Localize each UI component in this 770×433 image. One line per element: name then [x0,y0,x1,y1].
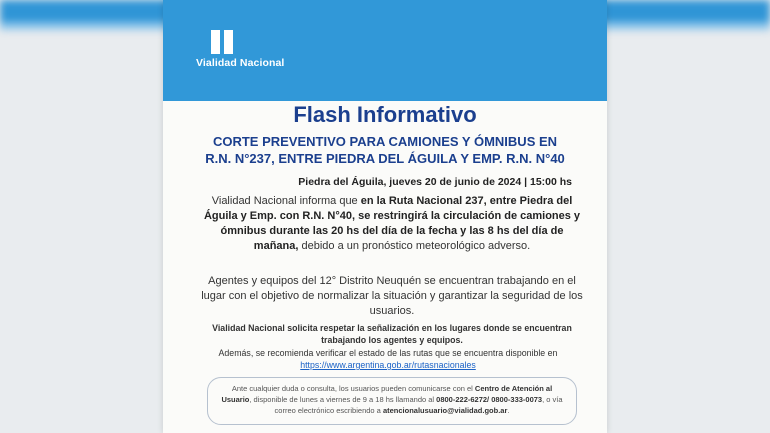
contact-phone-numbers: 0800-222-6272/ 0800-333-0073 [436,395,543,404]
logo-bar-left [211,30,220,54]
paragraph-agents: Agentes y equipos del 12° Distrito Neuquén se encuentran trabajando en el lugar con el objetivo de normalizar la situación y garantizar la seguridad de los usuarios. [201,275,583,317]
contact-text-4: . [507,406,510,415]
note-route-status-text: Además, se recomienda verificar el estado de las rutas que se encuentra disponible en [218,348,558,358]
subtitle-line-2: R.N. N°237, ENTRE PIEDRA DEL ÁGUILA Y EMP. R.N. N°40 [205,151,565,166]
note-route-status [193,347,583,371]
contact-text-2: , disponible de lunes a viernes de 9 a 18 hs llamando al [249,395,437,404]
rutas-nacionales-link[interactable]: https://www.argentina.gob.ar/rutasnacionales [300,360,476,370]
contact-box [207,377,577,425]
date-location-line: Piedra del Águila, jueves 20 de junio de 2024 | 15:00 hs [298,176,572,188]
logo-text: Vialidad Nacional [196,57,285,69]
announcement-document [163,0,607,433]
contact-text-3: , o vía correo electrónico escribiendo a [274,395,563,415]
note-signage: Vialidad Nacional solicita respetar la señalización en los lugares donde se encuentran trabajando los agentes y equipos. [212,323,572,345]
contact-center-name: Centro de Atención al Usuario [221,384,553,404]
vialidad-logo-icon [211,30,233,54]
page-title: Flash Informativo [293,102,477,127]
contact-text-1: Ante cualquier duda o consulta, los usuarios pueden comunicarse con el [231,384,475,393]
header-banner [163,0,607,101]
contact-email[interactable]: atencionalusuario@vialidad.gob.ar [382,406,508,415]
paragraph-restriction-bold: en la Ruta Nacional 237, entre Piedra del Águila y Emp. con R.N. N°40, se restringirá la circulación de camiones y ómnibus durante las 20 hs del día de la fecha y las 8 hs del día de mañana, [203,195,581,252]
logo-bar-right [224,30,233,54]
paragraph-restriction-intro: Vialidad Nacional informa que [211,195,361,207]
paragraph-restriction-reason: debido a un pronóstico meteorológico adverso. [298,240,531,252]
subtitle-line-1: CORTE PREVENTIVO PARA CAMIONES Y ÓMNIBUS EN [212,134,558,149]
paragraph-restriction [199,194,585,254]
